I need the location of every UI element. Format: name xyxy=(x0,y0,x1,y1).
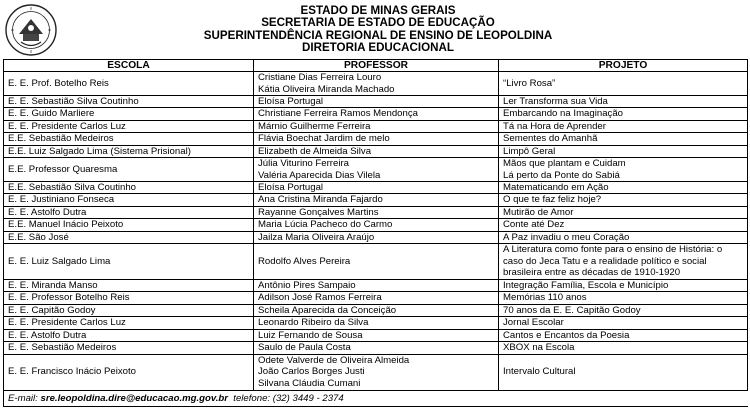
professor-name: Jailza Maria Oliveira Araújo xyxy=(258,231,375,243)
cell-professor xyxy=(254,292,499,304)
cell-professor xyxy=(254,158,499,182)
professor-name: Flávia Boechat Jardim de melo xyxy=(258,133,390,145)
cell-projeto xyxy=(499,108,748,120)
cell-projeto xyxy=(499,292,748,304)
cell-projeto xyxy=(499,120,748,132)
projeto-text-line: A Paz invadiu o meu Coração xyxy=(503,231,630,243)
cell-professor xyxy=(254,182,499,194)
table-row xyxy=(4,317,748,329)
projects-table xyxy=(3,59,748,407)
cell-escola: E. E. Prof. Botelho Reis xyxy=(4,72,254,96)
cell-projeto xyxy=(499,194,748,206)
header-line-state: ESTADO DE MINAS GERAIS xyxy=(300,4,456,17)
table-row xyxy=(4,304,748,316)
cell-professor xyxy=(254,304,499,316)
cell-escola: E. E. Presidente Carlos Luz xyxy=(4,120,254,132)
projeto-text-line: Memórias 110 anos xyxy=(503,292,587,304)
professor-name: Valéria Aparecida Dias Vilela xyxy=(258,169,381,181)
cell-projeto xyxy=(499,219,748,231)
cell-professor xyxy=(254,206,499,218)
cell-projeto xyxy=(499,96,748,108)
phone-label: telefone: xyxy=(233,392,271,404)
document-page xyxy=(3,2,747,411)
projeto-text-line: A Literatura como fonte para o ensino de História: o xyxy=(503,244,723,256)
cell-escola: E.E. Professor Quaresma xyxy=(4,158,254,182)
table-row xyxy=(4,206,748,218)
table-row xyxy=(4,219,748,231)
table-row xyxy=(4,329,748,341)
table-row xyxy=(4,158,748,182)
header-line-secretariat: SECRETARIA DE ESTADO DE EDUCAÇÃO xyxy=(261,16,495,30)
cell-projeto xyxy=(499,182,748,194)
projeto-text-line: Tá na Hora de Aprender xyxy=(503,120,606,132)
cell-escola: E. E. Professor Botelho Reis xyxy=(4,292,254,304)
cell-projeto xyxy=(499,317,748,329)
professor-name: Christiane Ferreira Ramos Mendonça xyxy=(258,108,418,120)
professor-name: Leonardo Ribeiro da Silva xyxy=(258,317,369,329)
cell-projeto xyxy=(499,133,748,145)
cell-escola: E.E. Luiz Salgado Lima (Sistema Prisional) xyxy=(4,145,254,157)
table-row xyxy=(4,194,748,206)
cell-professor xyxy=(254,280,499,292)
column-header-projeto: PROJETO xyxy=(499,60,748,72)
cell-projeto xyxy=(499,244,748,280)
projeto-text-line: Matematicando em Ação xyxy=(503,182,609,194)
projeto-text-line: Intervalo Cultural xyxy=(503,366,576,378)
cell-professor xyxy=(254,108,499,120)
cell-projeto xyxy=(499,329,748,341)
projeto-text-line: “Livro Rosa” xyxy=(503,77,556,89)
cell-escola: E. E. Presidente Carlos Luz xyxy=(4,317,254,329)
professor-name: Saulo de Paula Costa xyxy=(258,342,351,354)
header-line-superintendence: SUPERINTENDÊNCIA REGIONAL DE ENSINO DE LEOPOLDINA xyxy=(203,28,553,42)
table-row xyxy=(4,145,748,157)
column-header-professor: PROFESSOR xyxy=(254,60,499,72)
projeto-text-line: Jornal Escolar xyxy=(503,317,564,329)
table-row xyxy=(4,120,748,132)
projeto-text-line: Ler Transforma sua Vida xyxy=(503,96,608,107)
cell-professor xyxy=(254,231,499,243)
cell-professor xyxy=(254,317,499,329)
cell-escola: E. E. Astolfo Dutra xyxy=(4,329,254,341)
projeto-text-line: brasileira entre as décadas de 1910-1920 xyxy=(503,267,681,279)
projeto-text-line: O que te faz feliz hoje? xyxy=(503,194,602,206)
professor-name: Eloísa Portugal xyxy=(258,182,324,194)
table-row xyxy=(4,182,748,194)
professor-name: Ana Cristina Miranda Fajardo xyxy=(258,194,383,206)
professor-name: Eloísa Portugal xyxy=(258,96,324,107)
state-seal-icon xyxy=(5,4,57,56)
cell-escola: E. E. Miranda Manso xyxy=(4,280,254,292)
cell-projeto xyxy=(499,145,748,157)
cell-professor xyxy=(254,120,499,132)
email-link[interactable]: sre.leopoldina.dire@educacao.mg.gov.br xyxy=(40,392,228,404)
column-header-escola: ESCOLA xyxy=(4,60,254,72)
table-row xyxy=(4,354,748,390)
professor-name: Silvana Cláudia Cumani xyxy=(258,377,361,389)
professor-name: Rayanne Gonçalves Martins xyxy=(258,206,379,218)
cell-professor xyxy=(254,244,499,280)
table-row xyxy=(4,342,748,354)
cell-professor xyxy=(254,96,499,108)
projeto-text-line: Cantos e Encantos da Poesia xyxy=(503,329,630,341)
professor-name: Antônio Pires Sampaio xyxy=(258,280,356,292)
table-row xyxy=(4,133,748,145)
cell-escola: E.E. Sebastião Medeiros xyxy=(4,133,254,145)
document-header xyxy=(153,5,603,55)
cell-escola: E. E. Sebastião Silva Coutinho xyxy=(4,96,254,108)
cell-projeto xyxy=(499,354,748,390)
cell-projeto xyxy=(499,342,748,354)
cell-professor xyxy=(254,145,499,157)
table-row xyxy=(4,244,748,280)
projeto-text-line: XBOX na Escola xyxy=(503,342,575,354)
professor-name: Adilson José Ramos Ferreira xyxy=(258,292,382,304)
contact-footer xyxy=(4,390,748,406)
professor-name: Kátia Oliveira Miranda Machado xyxy=(258,83,395,95)
professor-name: Cristiane Dias Ferreira Louro xyxy=(258,72,382,84)
cell-projeto xyxy=(499,304,748,316)
professor-name: Scheila Aparecida da Conceição xyxy=(258,304,397,316)
cell-projeto xyxy=(499,158,748,182)
projeto-text-line: Integração Família, Escola e Município xyxy=(503,280,669,292)
cell-professor xyxy=(254,194,499,206)
email-label: E-mail: xyxy=(8,392,38,404)
cell-escola: E. E. Justiniano Fonseca xyxy=(4,194,254,206)
cell-escola: E. E. Guido Marliere xyxy=(4,108,254,120)
projeto-text-line: Conte até Dez xyxy=(503,219,565,231)
projeto-text-line: Sementes do Amanhã xyxy=(503,133,598,145)
table-row xyxy=(4,96,748,108)
projeto-text-line: Mãos que plantam e Cuidam xyxy=(503,158,626,170)
cell-professor xyxy=(254,72,499,96)
projeto-text-line: Limpô Geral xyxy=(503,145,556,157)
cell-professor xyxy=(254,342,499,354)
professor-name: Luiz Fernando de Sousa xyxy=(258,329,363,341)
table-row xyxy=(4,292,748,304)
professor-name: João Carlos Borges Justi xyxy=(258,366,365,378)
cell-escola: E.E. Sebastião Silva Coutinho xyxy=(4,182,254,194)
projeto-text-line: 70 anos da E. E. Capitão Godoy xyxy=(503,304,641,316)
table-row xyxy=(4,72,748,96)
professor-name: Odete Valverde de Oliveira Almeida xyxy=(258,354,410,366)
professor-name: Elizabeth de Almeida Silva xyxy=(258,145,372,157)
projeto-text-line: Mutirão de Amor xyxy=(503,206,574,218)
cell-escola: E.E. Manuel Inácio Peixoto xyxy=(4,219,254,231)
cell-escola: E.E. São José xyxy=(4,231,254,243)
projeto-text-line: Embarcando na Imaginação xyxy=(503,108,623,120)
phone-number: (32) 3449 - 2374 xyxy=(272,392,344,404)
table-row xyxy=(4,280,748,292)
projeto-text-line: caso do Jeca Tatu e a realidade político e social xyxy=(503,255,707,267)
cell-professor xyxy=(254,133,499,145)
professor-name: Maria Lúcia Pacheco do Carmo xyxy=(258,219,393,231)
cell-projeto xyxy=(499,280,748,292)
cell-professor xyxy=(254,219,499,231)
projeto-text-line: Lá perto da Ponte do Sabiá xyxy=(503,169,620,181)
cell-projeto xyxy=(499,72,748,96)
cell-escola: E. E. Capitão Godoy xyxy=(4,304,254,316)
header-line-directorate: DIRETORIA EDUCACIONAL xyxy=(301,41,454,55)
table-row xyxy=(4,231,748,243)
cell-escola: E. E. Sebastião Medeiros xyxy=(4,342,254,354)
professor-name: Rodolfo Alves Pereira xyxy=(258,255,351,267)
table-row xyxy=(4,108,748,120)
cell-escola: E. E. Astolfo Dutra xyxy=(4,206,254,218)
cell-projeto xyxy=(499,206,748,218)
professor-name: Márnio Guilherme Ferreira xyxy=(258,120,371,132)
cell-escola: E. E. Francisco Inácio Peixoto xyxy=(4,354,254,390)
cell-professor xyxy=(254,354,499,390)
professor-name: Júlia Viturino Ferreira xyxy=(258,158,349,170)
cell-professor xyxy=(254,329,499,341)
cell-escola: E. E. Luiz Salgado Lima xyxy=(4,244,254,280)
cell-projeto xyxy=(499,231,748,243)
